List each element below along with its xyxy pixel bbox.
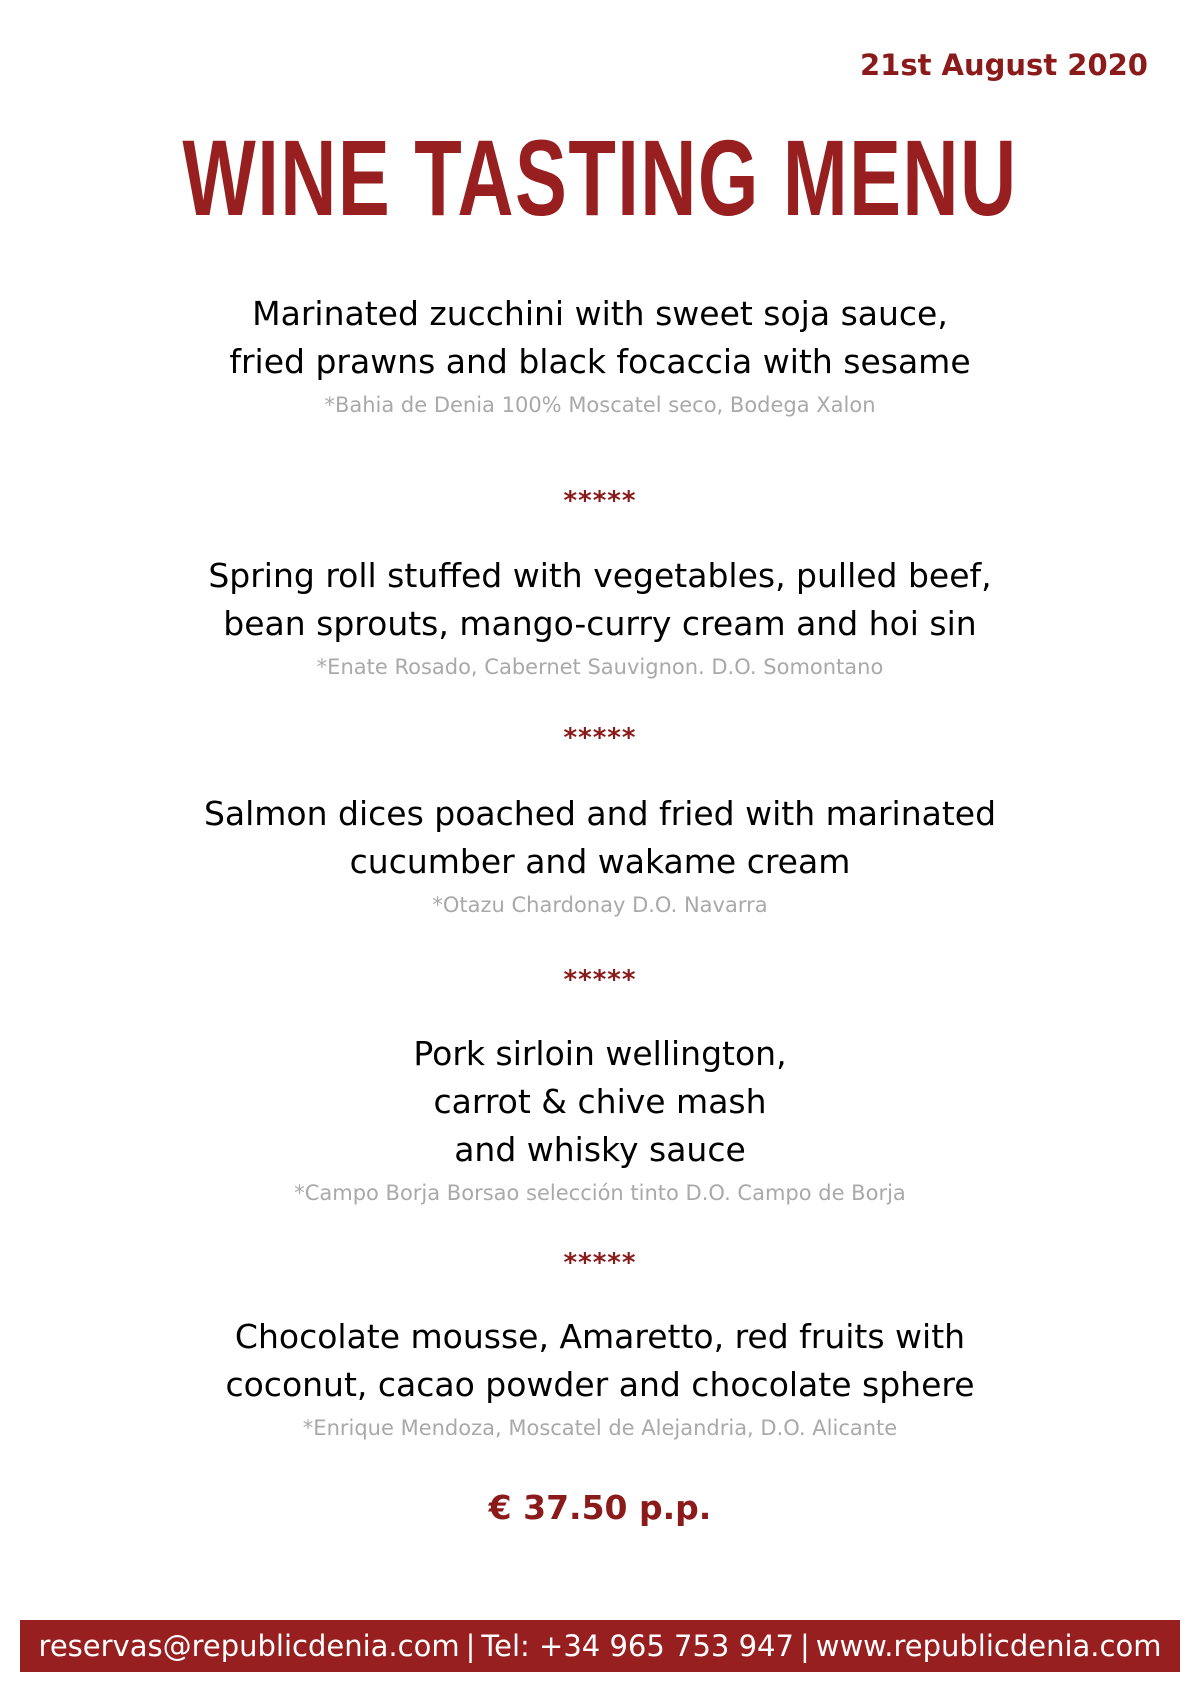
footer-website-link[interactable]: www.republicdenia.com <box>815 1629 1162 1663</box>
course-5 <box>0 1313 1200 1443</box>
course-1 <box>0 290 1200 420</box>
wine-pairing: *Bahia de Denia 100% Moscatel seco, Bodega Xalon <box>324 393 876 417</box>
wine-pairing: *Enrique Mendoza, Moscatel de Alejandria, D.O. Alicante <box>302 1416 898 1440</box>
footer-divider: | <box>465 1629 476 1663</box>
dish-line: carrot & chive mash <box>433 1082 767 1121</box>
course-separator: ***** <box>563 723 637 753</box>
dish-line: Spring roll stuffed with vegetables, pulled beef, <box>208 556 992 595</box>
course-separator: ***** <box>563 486 637 516</box>
dish-line: Pork sirloin wellington, <box>413 1034 787 1073</box>
wine-pairing: *Otazu Chardonay D.O. Navarra <box>432 893 768 917</box>
dish-line: Chocolate mousse, Amaretto, red fruits with <box>234 1317 966 1356</box>
dish-line: coconut, cacao powder and chocolate sphere <box>225 1365 975 1404</box>
dish-line: bean sprouts, mango-curry cream and hoi sin <box>223 604 977 643</box>
contact-footer <box>20 1620 1180 1672</box>
dish-line: fried prawns and black focaccia with sesame <box>229 342 971 381</box>
dish-line: Salmon dices poached and fried with marinated <box>203 794 997 833</box>
footer-phone[interactable]: Tel: +34 965 753 947 <box>481 1629 794 1663</box>
course-2 <box>0 552 1200 682</box>
footer-email-link[interactable]: reservas@republicdenia.com <box>38 1629 460 1663</box>
footer-divider: | <box>799 1629 810 1663</box>
menu-title: WINE TASTING MENU <box>182 117 1018 238</box>
dish-line: Marinated zucchini with sweet soja sauce, <box>252 294 948 333</box>
course-4 <box>0 1030 1200 1208</box>
menu-date: 21st August 2020 <box>859 48 1148 82</box>
wine-pairing: *Enate Rosado, Cabernet Sauvignon. D.O. Somontano <box>316 655 884 679</box>
wine-pairing: *Campo Borja Borsao selección tinto D.O. Campo de Borja <box>294 1181 906 1205</box>
dish-line: and whisky sauce <box>454 1130 746 1169</box>
dish-line: cucumber and wakame cream <box>349 842 851 881</box>
course-3 <box>0 790 1200 920</box>
menu-price: € 37.50 p.p. <box>488 1488 712 1527</box>
course-separator: ***** <box>563 965 637 995</box>
course-separator: ***** <box>563 1248 637 1278</box>
